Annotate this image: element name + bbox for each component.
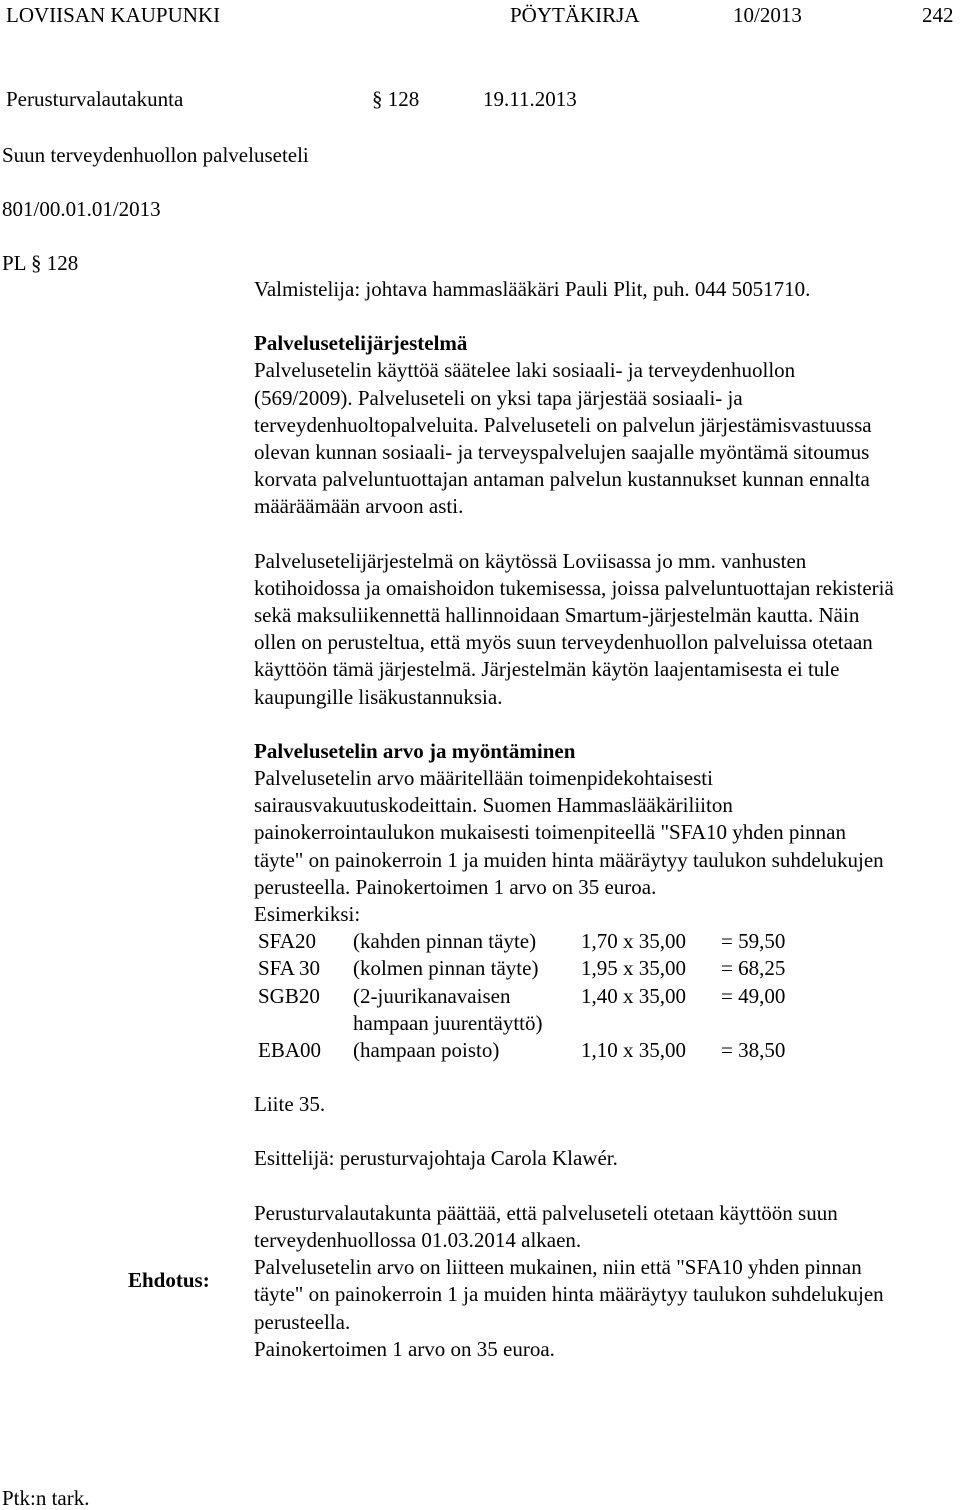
attachment-line: Liite 35.: [254, 1092, 326, 1117]
section3-text: Palvelusetelin arvo määritellään toimenpidekohtaisesti sairausvakuutuskodeittain. Suomen Hammaslääkäriliiton painokerrointaulukon mukaisesti toimenpiteellä "SFA10 yhden pinnan täyte" on painokerroin 1 ja muiden hinta määräytyy taulukon suhdelukujen perusteella. Painokertoimen 1 arvo on 35 euroa.: [254, 766, 884, 899]
pl-section-sign: §: [30, 251, 42, 275]
example-desc: (hampaan poisto): [353, 1038, 500, 1063]
main-content: [254, 276, 894, 1363]
table-row: [254, 955, 785, 982]
presenter-line: Esittelijä: perusturvajohtaja Carola Klawér.: [254, 1146, 618, 1171]
example-calc: 1,40 x 35,00: [581, 983, 686, 1008]
table-row: [254, 928, 785, 955]
proposal-label: Ehdotus:: [128, 1268, 210, 1292]
section-heading-palvelusetelijarjestelma: Palvelusetelijärjestelmä: [254, 331, 468, 356]
example-desc: (kolmen pinnan täyte): [353, 956, 539, 981]
example-code: SFA20: [258, 929, 316, 954]
example-calc: 1,70 x 35,00: [581, 929, 686, 954]
example-desc: (2-juurikanavaisen hampaan juurentäyttö): [353, 983, 543, 1035]
proposal-line-2: Palvelusetelin arvo on liitteen mukainen, niin että "SFA10 yhden pinnan täyte" on painokerroin 1 ja muiden hinta määräytyy taulukon suhdelukujen perusteella.: [254, 1255, 884, 1334]
example-calc: 1,95 x 35,00: [581, 956, 686, 981]
section-heading-arvo: Palvelusetelin arvo ja myöntäminen: [254, 738, 576, 763]
document-title: Suun terveydenhuollon palveluseteli: [2, 143, 309, 167]
org-name: LOVIISAN KAUPUNKI: [6, 3, 221, 27]
section1-text: Palvelusetelin käyttöä säätelee laki sosiaali- ja terveydenhuollon (569/2009). Palveluseteli on yksi tapa järjestää sosiaali- ja terveydenhuoltopalveluita. Palveluseteli on palvelun järjestämisvastuussa olevan kunnan sosiaali- ja terveyspalvelujen saajalle myöntämä sitoumus korvata palveluntuottajan antaman palvelun kustannukset kunnan ennalta määräämään arvoon asti.: [254, 358, 872, 519]
proposal-line-3: Painokertoimen 1 arvo on 35 euroa.: [254, 1336, 555, 1361]
doc-type: PÖYTÄKIRJA: [510, 3, 640, 27]
reference-number: 801/00.01.01/2013: [2, 197, 161, 221]
example-result: = 68,25: [721, 956, 786, 981]
table-row: [254, 983, 785, 1037]
section2-text: Palvelusetelijärjestelmä on käytössä Loviisassa jo mm. vanhusten kotihoidossa ja omaishoidon tukemisessa, joissa palveluntuottajan rekisteriä sekä maksuliikennettä hallinnoidaan Smartum-järjestelmän kautta. Näin ollen on perusteltua, että myös suun terveydenhuollon palveluissa otetaan käyttöön tämä järjestelmä. Järjestelmän käytön laajentamisesta ei tule kaupungille lisäkustannuksia.: [254, 548, 894, 709]
preparer-line: Valmistelija: johtava hammaslääkäri Pauli Plit, puh. 044 5051710.: [254, 277, 811, 301]
example-calc: 1,10 x 35,00: [581, 1038, 686, 1063]
example-result: = 38,50: [721, 1038, 786, 1063]
doc-number: 10/2013: [733, 3, 802, 27]
section-number: 128: [387, 87, 420, 111]
meeting-body: Perusturvalautakunta: [6, 87, 184, 111]
example-result: = 59,50: [721, 929, 786, 954]
examples-table: [254, 928, 785, 1064]
footer-check: Ptk:n tark.: [2, 1486, 90, 1510]
examples-label: Esimerkiksi:: [254, 902, 361, 927]
page-number: 242: [922, 3, 954, 27]
example-result: = 49,00: [721, 983, 786, 1008]
meeting-section: [372, 89, 419, 110]
pl-section: [2, 253, 78, 274]
example-code: SFA 30: [258, 956, 321, 981]
example-desc: (kahden pinnan täyte): [353, 929, 537, 954]
meeting-date: 19.11.2013: [483, 87, 577, 111]
pl-prefix: PL: [2, 251, 26, 275]
pl-number: 128: [46, 251, 79, 275]
section-sign: §: [372, 87, 383, 111]
example-code: EBA00: [258, 1038, 321, 1063]
proposal-line-1: Perusturvalautakunta päättää, että palveluseteli otetaan käyttöön suun terveydenhuollossa 01.03.2014 alkaen.: [254, 1200, 838, 1252]
example-code: SGB20: [258, 983, 320, 1008]
table-row: [254, 1037, 785, 1064]
